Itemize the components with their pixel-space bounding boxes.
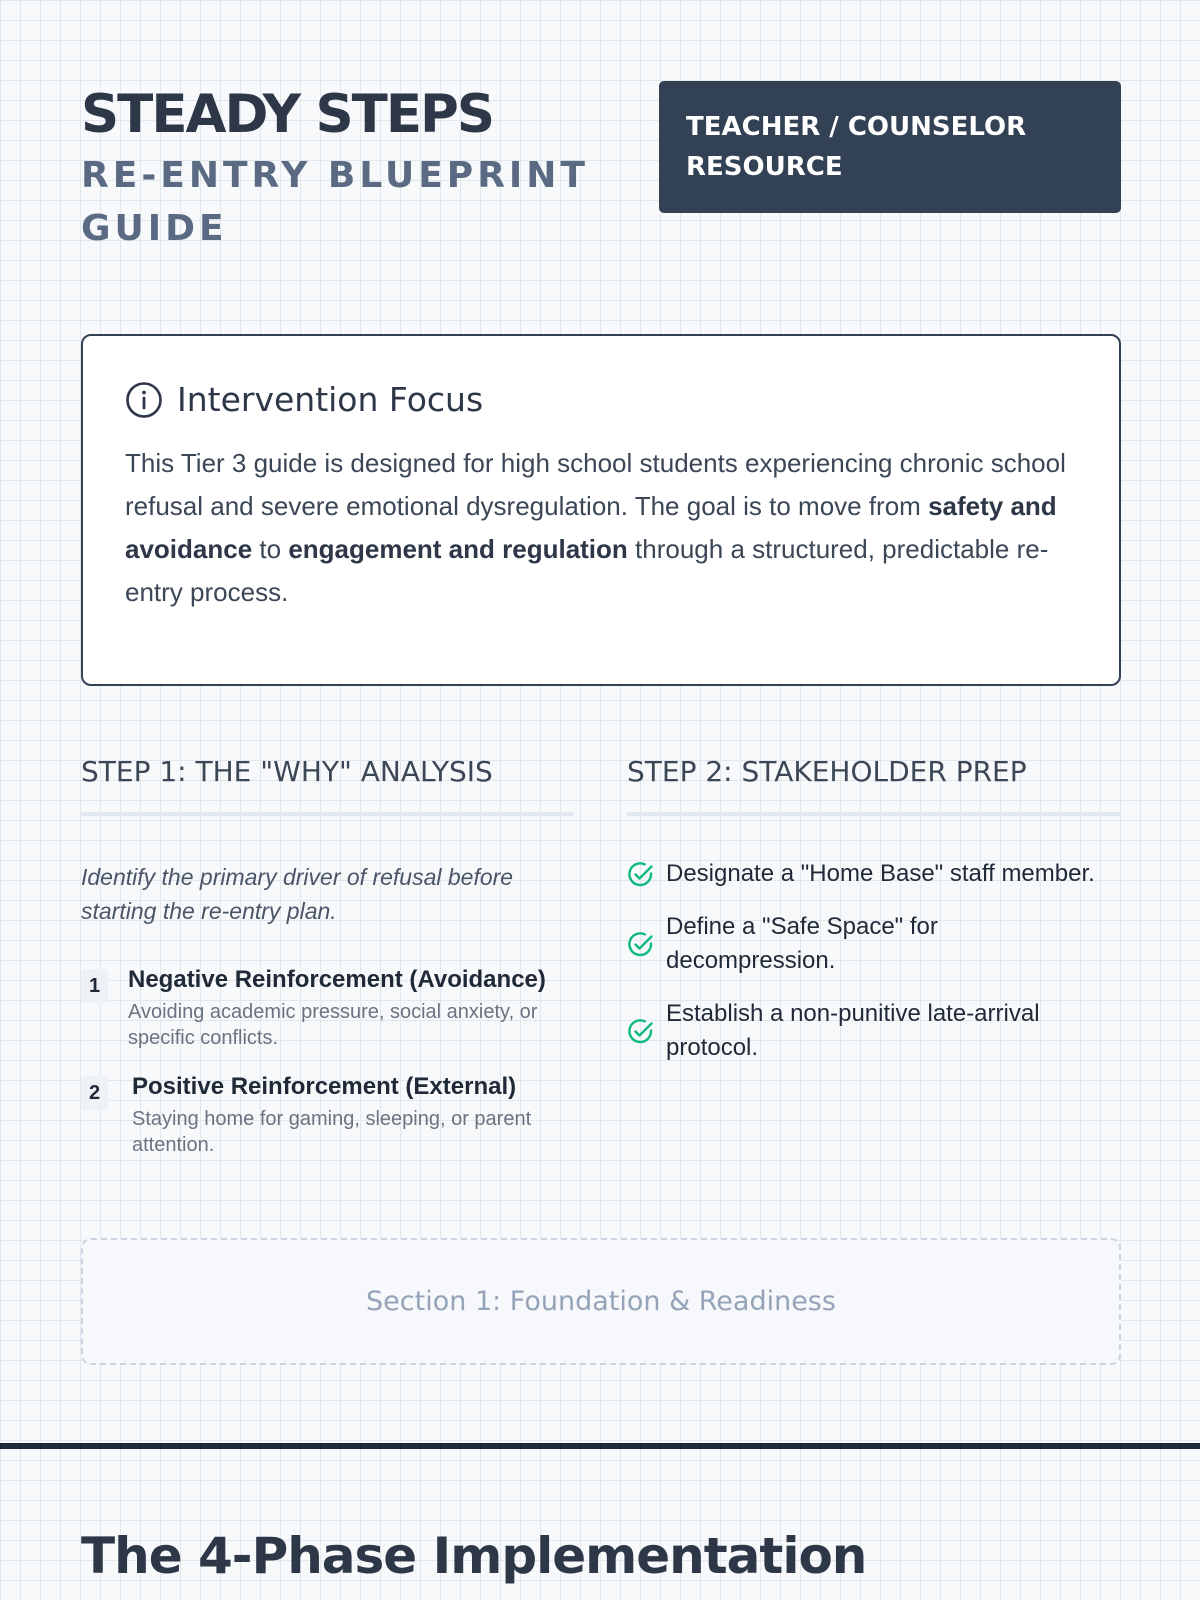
driver-item (81, 963, 581, 1051)
driver-number: 1 (81, 969, 108, 1003)
step2-divider (627, 812, 1121, 816)
check-circle-icon (627, 931, 654, 958)
audience-badge-label: TEACHER / COUNSELOR RESOURCE (686, 112, 1027, 182)
guide-title: STEADY STEPS (81, 84, 494, 145)
page-divider (0, 1443, 1200, 1449)
driver-title: Positive Reinforcement (External) (132, 1073, 517, 1100)
intervention-focus-card (81, 334, 1121, 686)
intervention-focus-text (125, 442, 1085, 614)
checklist-item (627, 997, 1127, 1065)
focus-text-part: through a structured, predictable re-entry process. (125, 534, 1049, 607)
step1-intro: Identify the primary driver of refusal before starting the re-entry plan. (81, 864, 514, 924)
step1-divider (81, 812, 574, 816)
checklist-text: Define a "Safe Space" for decompression. (666, 913, 938, 974)
focus-bold-engagement: engagement and regulation (288, 534, 628, 564)
focus-text-part: to (252, 534, 289, 564)
checklist-text: Designate a "Home Base" staff member. (666, 860, 1095, 887)
guide-subtitle: RE-ENTRY BLUEPRINT GUIDE (81, 155, 589, 249)
driver-description: Staying home for gaming, sleeping, or parent attention. (132, 1108, 532, 1156)
audience-badge (659, 81, 1121, 213)
section-placeholder (81, 1238, 1121, 1365)
section-placeholder-label: Section 1: Foundation & Readiness (366, 1286, 836, 1317)
check-circle-icon (627, 861, 654, 888)
driver-item (81, 1070, 581, 1158)
focus-bold-avoidance: safety and avoidance (125, 491, 1057, 564)
step2-heading: STEP 2: STAKEHOLDER PREP (627, 755, 1027, 788)
intervention-focus-title: Intervention Focus (177, 380, 484, 419)
driver-title: Negative Reinforcement (Avoidance) (128, 966, 546, 993)
focus-text-part: This Tier 3 guide is designed for high school students experiencing chronic school refusal and severe emotional dysregulation. The goal is to move from (125, 448, 1066, 521)
checklist-item (627, 857, 1127, 891)
driver-text (132, 1070, 581, 1158)
driver-description: Avoiding academic pressure, social anxiety, or specific conflicts. (128, 1001, 538, 1049)
driver-number: 2 (81, 1076, 108, 1110)
info-icon (125, 381, 163, 419)
check-circle-icon (627, 1018, 654, 1045)
checklist-text: Establish a non-punitive late-arrival protocol. (666, 1000, 1040, 1061)
checklist-item (627, 910, 1127, 978)
step1-heading: STEP 1: THE "WHY" ANALYSIS (81, 755, 493, 788)
intervention-focus-header (125, 378, 483, 422)
implementation-title: The 4-Phase Implementation (81, 1527, 867, 1585)
driver-text (128, 963, 581, 1051)
